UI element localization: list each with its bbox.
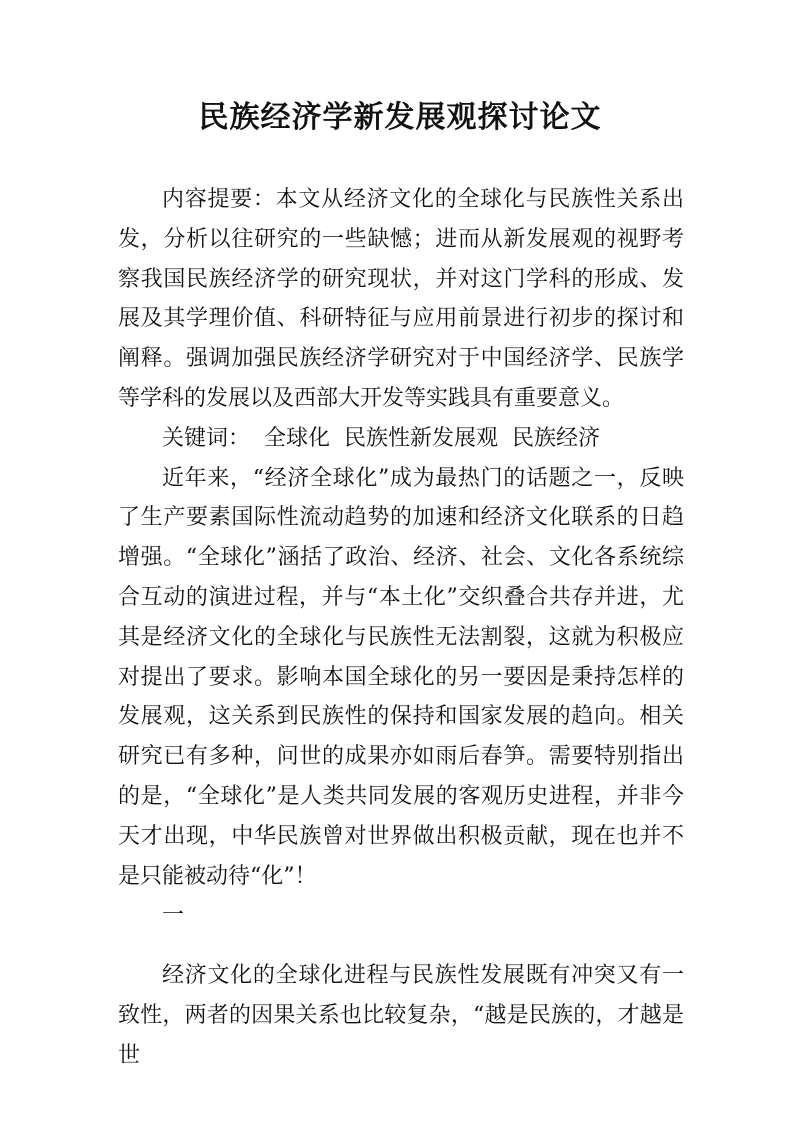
abstract-paragraph: 内容提要：本文从经济文化的全球化与民族性关系出发，分析以往研究的一些缺憾；进而从新发展观的视野考察我国民族经济学的研究现状，并对这门学科的形成、发展及其学理价值、科研特征与应用前景进行初步的探讨和阐释。强调加强民族经济学研究对于中国经济学、民族学等学科的发展以及西部大开发等实践具有重要意义。 xyxy=(118,187,684,411)
keyword-item: 全球化 xyxy=(264,425,331,451)
keywords-line xyxy=(118,419,684,459)
keyword-item: 民族经济 xyxy=(512,425,601,451)
document-body xyxy=(118,180,684,1076)
keywords-label: 关键词： xyxy=(162,425,251,451)
section-heading: 一 xyxy=(162,903,185,929)
body-paragraph: 经济文化的全球化进程与民族性发展既有冲突又有一致性，两者的因果关系也比较复杂，“越是民族的，才越是世 xyxy=(118,963,684,1068)
document-title: 民族经济学新发展观探讨论文 xyxy=(198,100,602,135)
keyword-item: 民族性新发展观 xyxy=(344,425,499,451)
body-paragraph: 近年来，“经济全球化”成为最热门的话题之一，反映了生产要素国际性流动趋势的加速和经济文化联系的日趋增强。“全球化”涵括了政治、经济、社会、文化各系统综合互动的演进过程，并与“本土化”交织叠合共存并进，尤其是经济文化的全球化与民族性无法割裂，这就为积极应对提出了要求。影响本国全球化的另一要因是秉持怎样的发展观，这关系到民族性的保持和国家发展的趋向。相关研究已有多种，问世的成果亦如雨后春笋。需要特别指出的是，“全球化”是人类共同发展的客观历史进程，并非今天才出现，中华民族曾对世界做出积极贡献，现在也并不是只能被动待“化”！ xyxy=(118,465,684,889)
